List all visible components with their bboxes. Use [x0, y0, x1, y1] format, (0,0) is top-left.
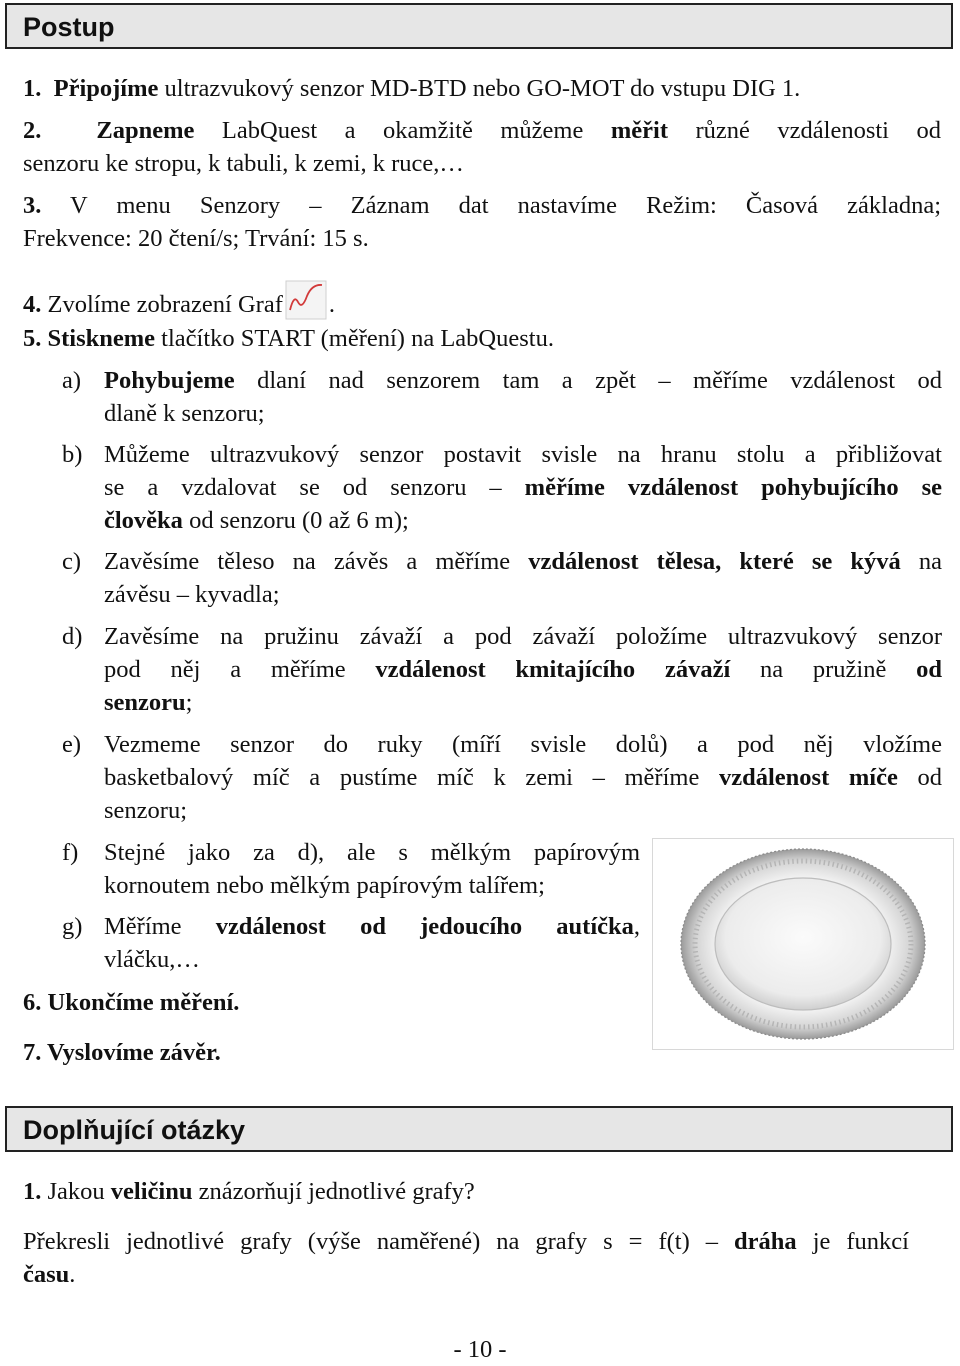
question-1: 1. Jakou veličinu znázorňují jednotlivé grafy?	[23, 1178, 475, 1205]
step-3: 3. V menu Senzory – Záznam dat nastavíme Režim: Časová základna; Frekvence: 20 čtení/s; Trvání: 15 s.	[23, 192, 941, 252]
page-number: - 10 -	[453, 1336, 507, 1363]
step-5: 5. Stiskneme tlačítko START (měření) na LabQuestu.	[23, 325, 554, 352]
step-1: 1. Připojíme ultrazvukový senzor MD-BTD nebo GO-MOT do vstupu DIG 1.	[23, 75, 801, 102]
graph-mode-icon	[285, 280, 327, 320]
section-heading-postup	[5, 3, 953, 49]
section-heading-otazky	[5, 1106, 953, 1152]
step-4: 4. Zvolíme zobrazení Graf .	[23, 280, 723, 321]
section-heading-postup-text: Postup	[23, 12, 115, 42]
paper-plate-image	[652, 838, 954, 1050]
section-heading-otazky-text: Doplňující otázky	[23, 1115, 246, 1145]
step-2: 2. Zapneme LabQuest a okamžitě můžeme měřit různé vzdálenosti od senzoru ke stropu, k tabuli, k zemi, k ruce,…	[23, 117, 941, 177]
step-6: 6. Ukončíme měření.	[23, 989, 240, 1016]
instruction-paragraph: Překresli jednotlivé grafy (výše naměřené) na grafy s = f(t) – dráha je funkcí času.	[23, 1228, 909, 1288]
step-7: 7. Vyslovíme závěr.	[23, 1039, 221, 1066]
